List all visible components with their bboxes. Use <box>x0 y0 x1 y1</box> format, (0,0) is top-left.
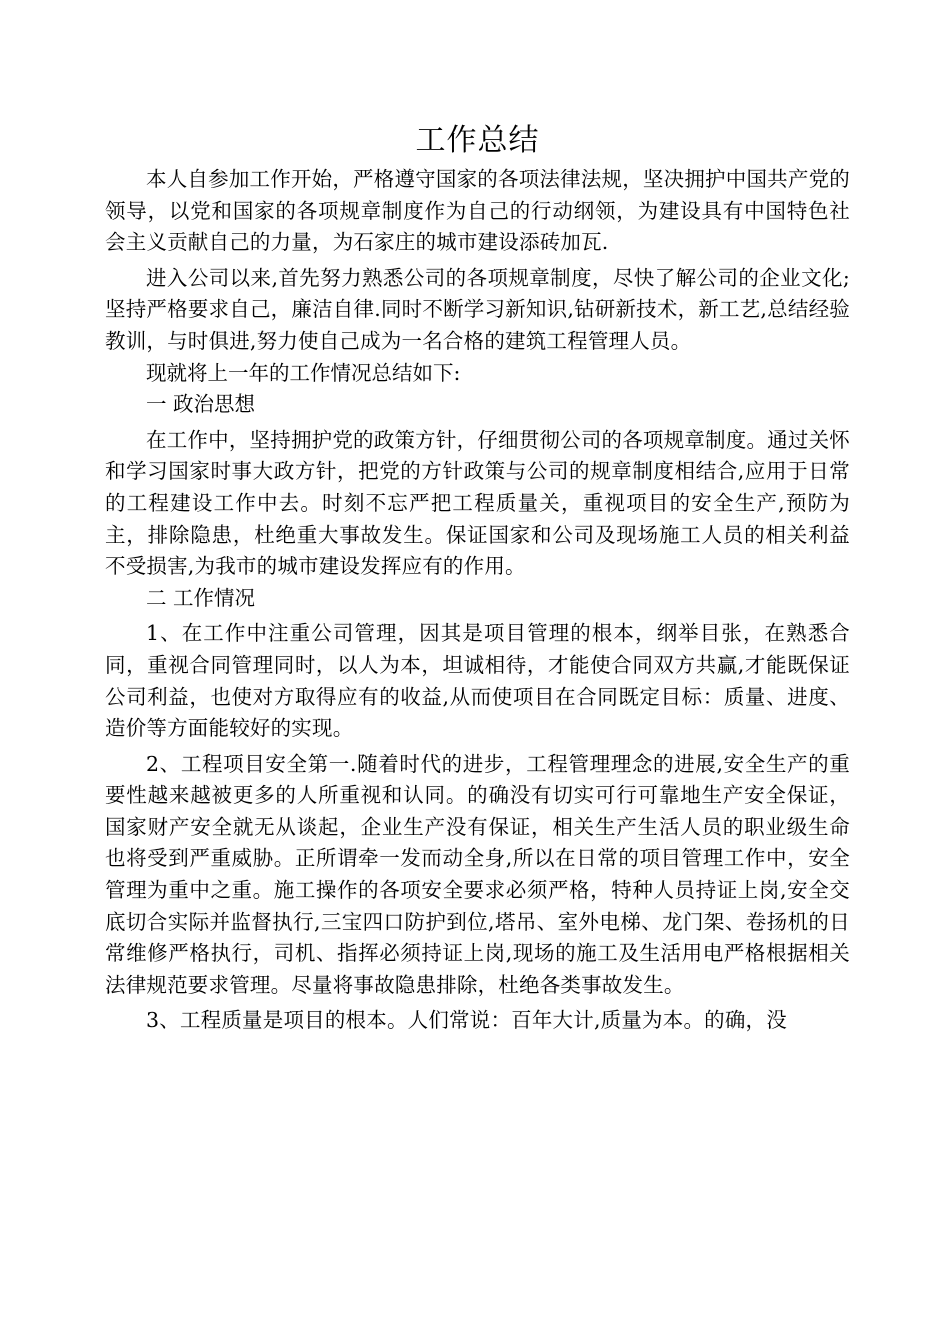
paragraph-work-item-3: 3、工程质量是项目的根本。人们常说：百年大计,质量为本。的确，没 <box>146 1008 787 1033</box>
document-title: 工作总结 <box>415 123 540 158</box>
paragraph-politics: 在工作中，坚持拥护党的政策方针，仔细贯彻公司的各项规章制度。通过关怀和学习国家时事大政方针，把党的方针政策与公司的规章制度相结合,应用于日常的工程建设工作中去。时刻不忘严把工程质量关，重视项目的安全生产,预防为主，排除隐患，杜绝重大事故发生。保证国家和公司及现场施工人员的相关利益不受损害,为我市的城市建设发挥应有的作用。 <box>105 427 850 579</box>
paragraph-intro: 本人自参加工作开始，严格遵守国家的各项法律法规，坚决拥护中国共产党的领导，以党和国家的各项规章制度作为自己的行动纲领，为建设具有中国特色社会主义贡献自己的力量，为石家庄的城市建设添砖加瓦. <box>105 167 850 255</box>
section-heading-politics: 一 政治思想 <box>146 392 256 417</box>
paragraph-work-item-1: 1、在工作中注重公司管理，因其是项目管理的根本，纲举目张，在熟悉合同，重视合同管理同时，以人为本，坦诚相待，才能使合同双方共赢,才能既保证公司利益，也使对方取得应有的收益,从而使项目在合同既定目标：质量、进度、造价等方面能较好的实现。 <box>105 621 850 741</box>
paragraph-summary-lead: 现就将上一年的工作情况总结如下: <box>146 360 461 385</box>
paragraph-joining-company: 进入公司以来,首先努力熟悉公司的各项规章制度，尽快了解公司的企业文化;坚持严格要求自己，廉洁自律.同时不断学习新知识,钻研新技术，新工艺,总结经验教训，与时俱进,努力使自己成为一名合格的建筑工程管理人员。 <box>105 265 850 353</box>
section-heading-work: 二 工作情况 <box>146 585 256 610</box>
document-body <box>105 118 850 1037</box>
paragraph-work-item-2: 2、工程项目安全第一.随着时代的进步，工程管理理念的进展,安全生产的重要性越来越被更多的人所重视和认同。的确没有切实可行可靠地生产安全保证，国家财产安全就无从谈起，企业生产没有保证，相关生产生活人员的职业级生命也将受到严重威胁。正所谓牵一发而动全身,所以在日常的项目管理工作中，安全管理为重中之重。施工操作的各项安全要求必须严格，特种人员持证上岗,安全交底切合实际并监督执行,三宝四口防护到位,塔吊、室外电梯、龙门架、卷扬机的日常维修严格执行，司机、指挥必须持证上岗,现场的施工及生活用电严格根据相关法律规范要求管理。尽量将事故隐患排除，杜绝各类事故发生。 <box>105 751 850 997</box>
